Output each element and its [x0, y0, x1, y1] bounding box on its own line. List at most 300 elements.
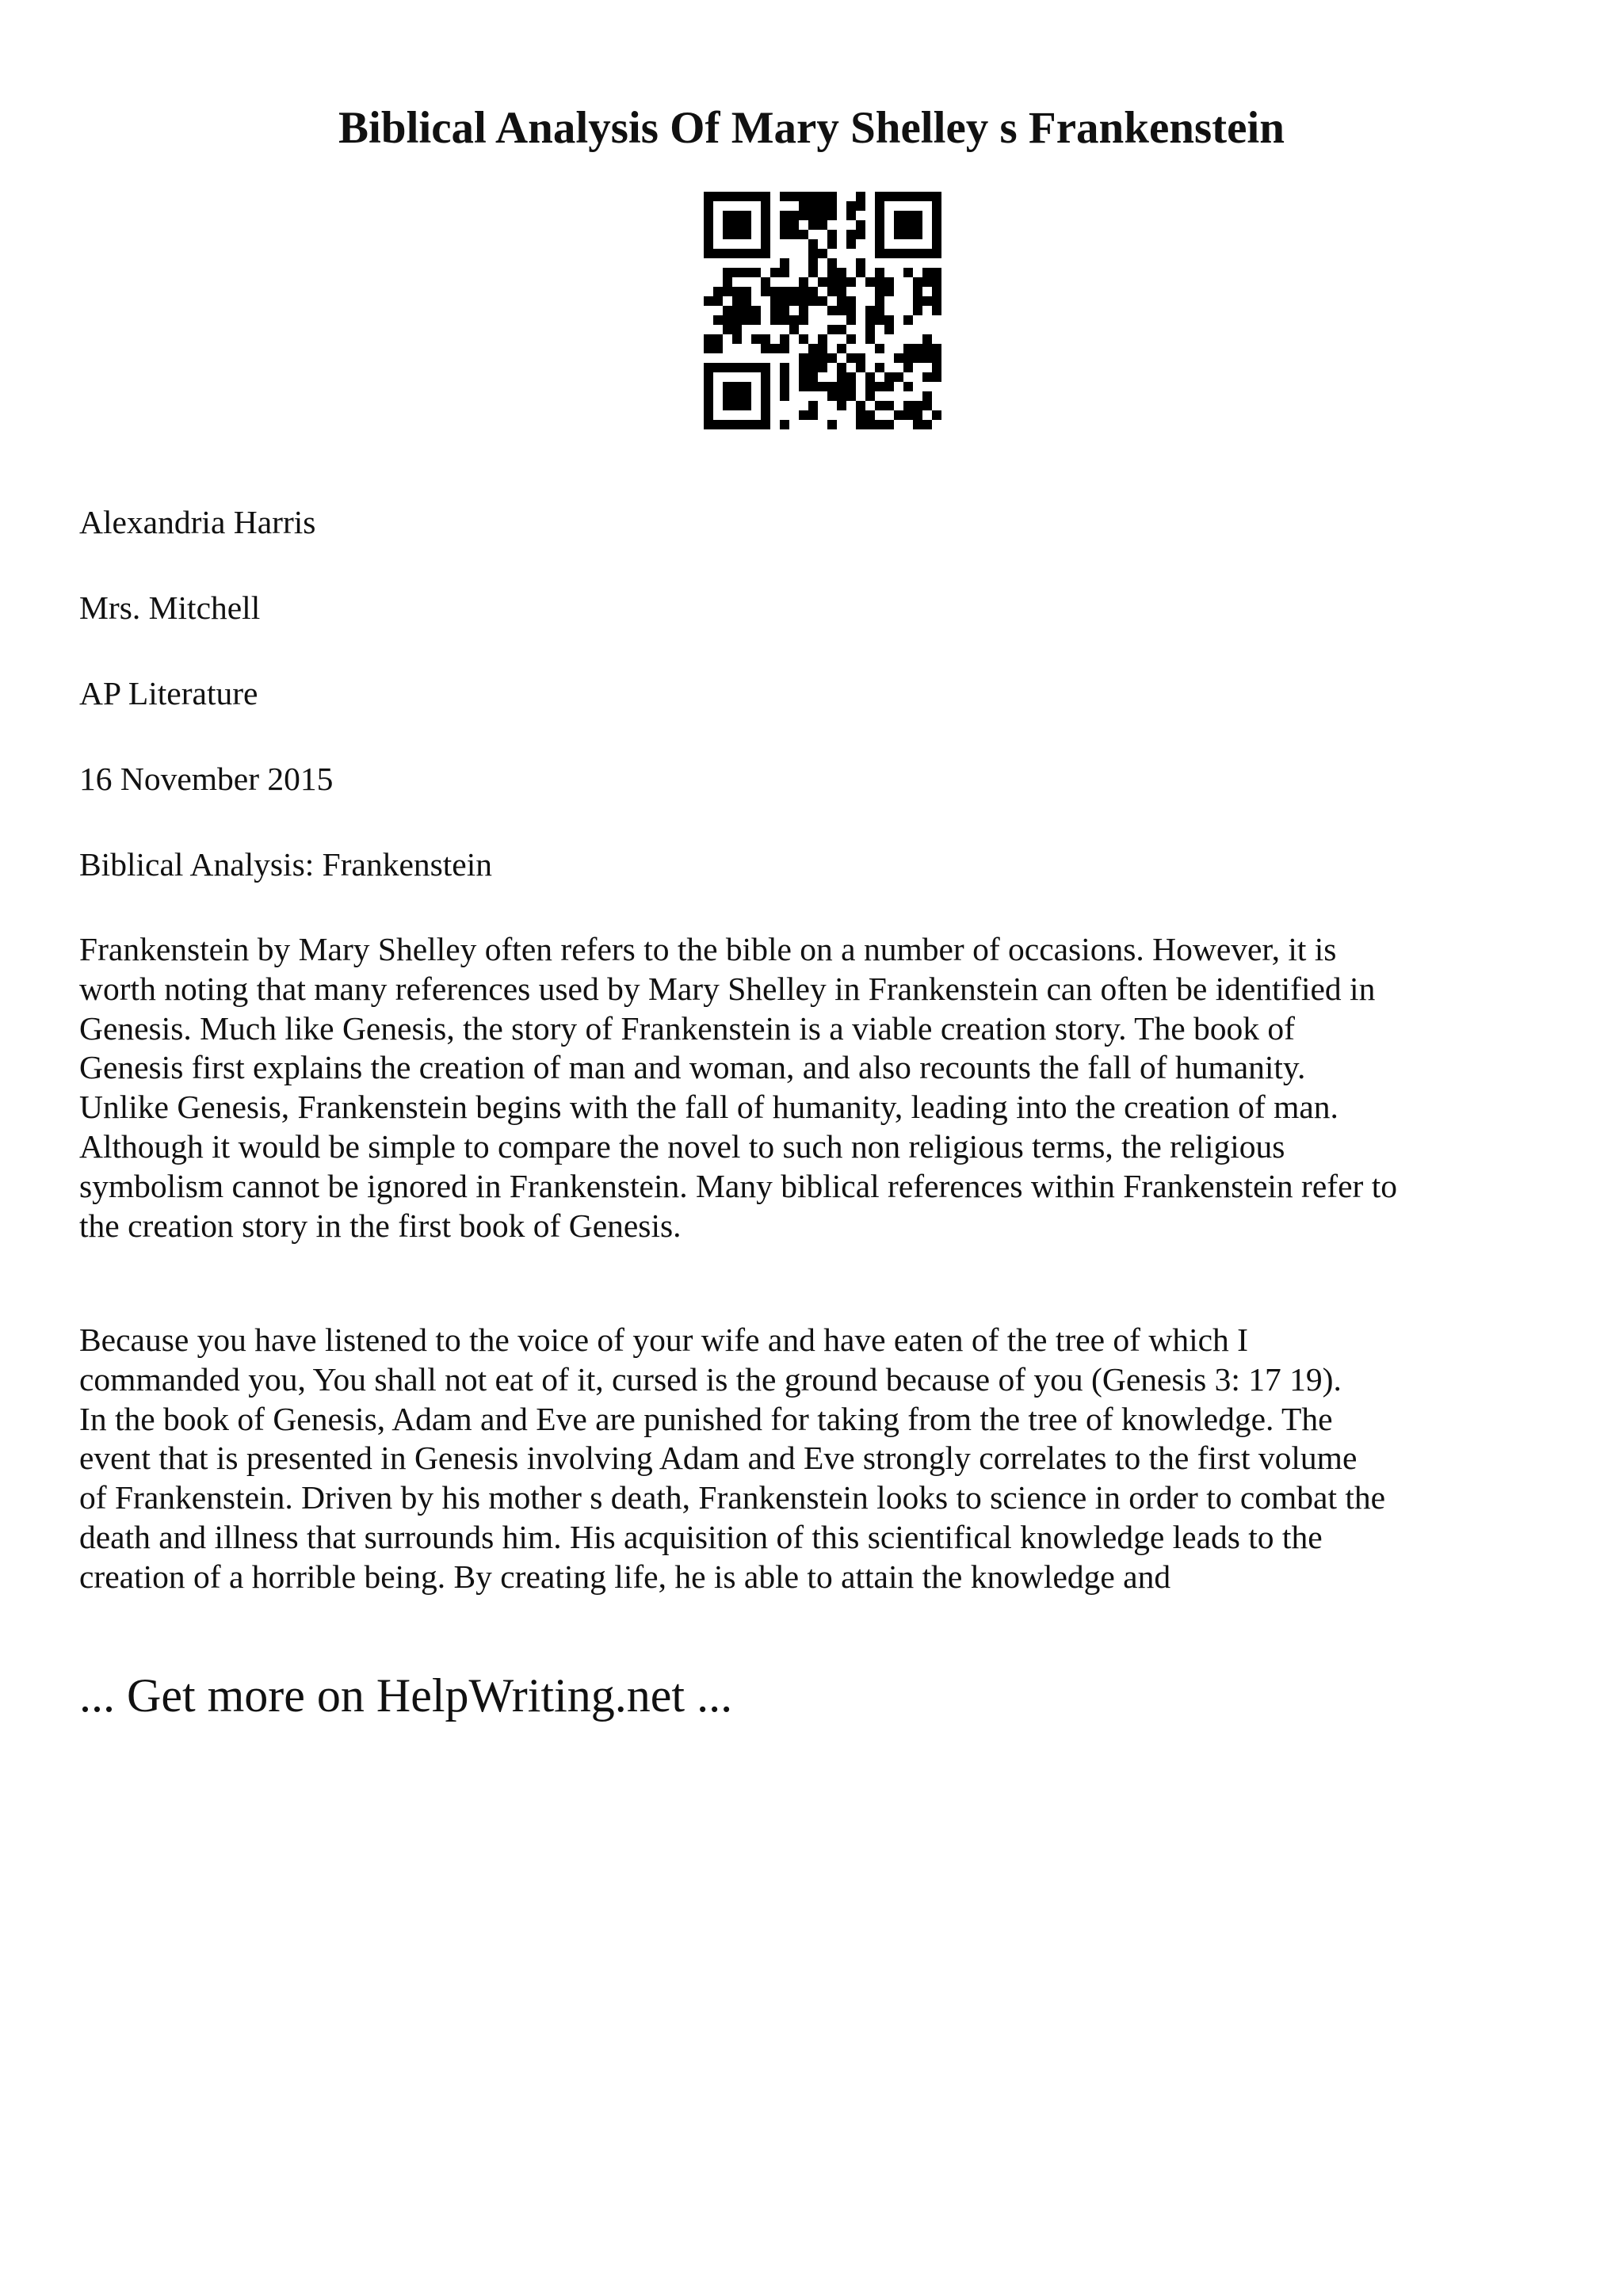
document-date: 16 November 2015 — [79, 761, 334, 797]
qr-module — [723, 391, 732, 401]
qr-module — [875, 306, 884, 315]
qr-module — [875, 401, 884, 410]
qr-module — [837, 372, 846, 382]
qr-module — [884, 287, 894, 296]
qr-module — [865, 277, 875, 287]
qr-module — [761, 420, 770, 429]
qr-module — [818, 334, 827, 344]
qr-module — [913, 192, 922, 201]
qr-module — [761, 249, 770, 258]
qr-module — [723, 268, 732, 277]
essay-heading: Biblical Analysis: Frankenstein — [79, 846, 492, 883]
qr-module — [789, 287, 799, 296]
qr-module — [903, 315, 913, 325]
qr-module — [932, 220, 941, 230]
qr-module — [761, 391, 770, 401]
qr-module — [780, 420, 789, 429]
qr-module — [903, 401, 913, 410]
qr-module — [837, 401, 846, 410]
qr-module — [704, 363, 713, 372]
qr-module — [799, 296, 808, 306]
qr-module — [922, 420, 932, 429]
paragraph-line: Frankenstein by Mary Shelley often refers to the bible on a number of occasions. However, it is — [79, 931, 1337, 967]
qr-module — [732, 211, 742, 220]
qr-module — [732, 306, 742, 315]
qr-module — [875, 201, 884, 211]
qr-module — [818, 363, 827, 372]
qr-module — [751, 334, 761, 344]
qr-module — [723, 277, 732, 287]
qr-module — [827, 239, 837, 249]
qr-module — [827, 192, 837, 201]
qr-module — [761, 334, 770, 344]
qr-module — [723, 287, 732, 296]
qr-module — [903, 220, 913, 230]
qr-module — [875, 287, 884, 296]
qr-module — [799, 287, 808, 296]
qr-module — [922, 372, 932, 382]
qr-module — [761, 410, 770, 420]
qr-module — [846, 277, 856, 287]
qr-module — [808, 220, 818, 230]
qr-module — [704, 391, 713, 401]
qr-module — [913, 287, 922, 296]
qr-module — [808, 363, 818, 372]
qr-module — [875, 220, 884, 230]
qr-module — [856, 258, 865, 268]
qr-module — [913, 420, 922, 429]
qr-module — [932, 192, 941, 201]
qr-module — [818, 296, 827, 306]
body-paragraph-2 — [79, 1321, 1569, 1597]
qr-module — [732, 249, 742, 258]
paragraph-line: worth noting that many references used by Mary Shelley in Frankenstein can often be identified in — [79, 970, 1376, 1007]
qr-module — [884, 420, 894, 429]
qr-module — [846, 334, 856, 344]
qr-module — [770, 315, 780, 325]
qr-module — [751, 249, 761, 258]
qr-module — [884, 325, 894, 334]
qr-module — [922, 344, 932, 353]
paragraph-line: Unlike Genesis, Frankenstein begins with the fall of humanity, leading into the creation of man. — [79, 1089, 1338, 1126]
qr-module — [780, 382, 789, 391]
paragraph-line: commanded you, You shall not eat of it, cursed is the ground because of you (Genesis 3: 17 19). — [79, 1360, 1342, 1398]
qr-module — [780, 344, 789, 353]
qr-module — [789, 296, 799, 306]
qr-module — [723, 306, 732, 315]
qr-module — [827, 201, 837, 211]
qr-module — [723, 363, 732, 372]
qr-module — [846, 239, 856, 249]
qr-module — [723, 249, 732, 258]
qr-module — [808, 258, 818, 268]
qr-module — [865, 372, 875, 382]
qr-module — [789, 220, 799, 230]
qr-module — [799, 277, 808, 287]
qr-module — [799, 201, 808, 211]
qr-module — [742, 306, 751, 315]
qr-module — [856, 353, 865, 363]
qr-module — [894, 249, 903, 258]
qr-module — [799, 230, 808, 239]
qr-module — [789, 192, 799, 201]
qr-module — [732, 391, 742, 401]
qr-module — [846, 382, 856, 391]
qr-module — [922, 268, 932, 277]
qr-module — [846, 201, 856, 211]
qr-module — [837, 306, 846, 315]
qr-module — [808, 296, 818, 306]
qr-module — [761, 211, 770, 220]
qr-module — [789, 211, 799, 220]
qr-module — [913, 211, 922, 220]
qr-module — [932, 296, 941, 306]
qr-module — [875, 268, 884, 277]
qr-module — [827, 306, 837, 315]
qr-module — [704, 401, 713, 410]
qr-module — [723, 230, 732, 239]
qr-module — [723, 401, 732, 410]
qr-module — [827, 353, 837, 363]
qr-module — [780, 306, 789, 315]
qr-module — [875, 277, 884, 287]
qr-module — [808, 401, 818, 410]
qr-module — [742, 391, 751, 401]
qr-module — [742, 420, 751, 429]
qr-module — [865, 420, 875, 429]
qr-module — [827, 268, 837, 277]
qr-module — [865, 334, 875, 344]
qr-module — [922, 391, 932, 401]
qr-module — [865, 315, 875, 325]
qr-module — [808, 287, 818, 296]
qr-module — [713, 296, 723, 306]
qr-module — [932, 249, 941, 258]
qr-module — [903, 230, 913, 239]
author-name: Alexandria Harris — [79, 504, 316, 540]
qr-module — [922, 277, 932, 287]
qr-module — [713, 363, 723, 372]
qr-module — [808, 239, 818, 249]
qr-module — [827, 287, 837, 296]
qr-module — [742, 363, 751, 372]
qr-module — [732, 220, 742, 230]
qr-module — [808, 249, 818, 258]
qr-module — [732, 268, 742, 277]
qr-module — [704, 211, 713, 220]
qr-module — [932, 211, 941, 220]
qr-module — [922, 401, 932, 410]
qr-module — [799, 211, 808, 220]
qr-module — [780, 287, 789, 296]
qr-module — [780, 296, 789, 306]
qr-module — [856, 230, 865, 239]
qr-module — [846, 296, 856, 306]
paragraph-line: Because you have listened to the voice of your wife and have eaten of the tree of which I — [79, 1322, 1248, 1358]
qr-module — [761, 382, 770, 391]
qr-module — [818, 220, 827, 230]
paragraph-line: Although it would be simple to compare the novel to such non religious terms, the religious — [79, 1127, 1285, 1165]
paragraph-line: In the book of Genesis, Adam and Eve are punished for taking from the tree of knowledge. The — [79, 1400, 1333, 1437]
qr-module — [846, 391, 856, 401]
qr-module — [732, 334, 742, 344]
qr-module — [856, 401, 865, 410]
qr-module — [894, 410, 903, 420]
qr-module — [808, 372, 818, 382]
qr-module — [932, 287, 941, 296]
qr-module — [799, 382, 808, 391]
qr-module — [875, 344, 884, 353]
qr-module — [732, 401, 742, 410]
qr-module — [761, 372, 770, 382]
qr-module — [884, 192, 894, 201]
qr-module — [818, 382, 827, 391]
qr-module — [903, 410, 913, 420]
qr-module — [913, 277, 922, 287]
qr-module — [932, 344, 941, 353]
qr-module — [903, 353, 913, 363]
qr-module — [713, 315, 723, 325]
qr-module — [846, 230, 856, 239]
qr-module — [884, 315, 894, 325]
qr-module — [818, 353, 827, 363]
qr-module — [732, 192, 742, 201]
qr-module — [865, 382, 875, 391]
qr-module — [903, 344, 913, 353]
qr-module — [894, 372, 903, 382]
qr-module — [903, 268, 913, 277]
qr-module — [932, 363, 941, 372]
qr-module — [761, 239, 770, 249]
qr-module — [770, 306, 780, 315]
qr-module — [780, 363, 789, 372]
qr-module — [922, 249, 932, 258]
qr-module — [922, 334, 932, 344]
qr-module — [827, 211, 837, 220]
qr-module — [856, 410, 865, 420]
qr-module — [761, 192, 770, 201]
qr-module — [799, 306, 808, 315]
qr-module — [732, 296, 742, 306]
qr-module — [846, 353, 856, 363]
body-paragraph-1 — [79, 930, 1569, 1245]
qr-module — [742, 296, 751, 306]
qr-module — [894, 230, 903, 239]
qr-module — [780, 372, 789, 382]
qr-module — [789, 230, 799, 239]
qr-module — [903, 211, 913, 220]
paragraph-line: symbolism cannot be ignored in Frankenstein. Many biblical references within Frankenstein refer to — [79, 1167, 1397, 1204]
qr-module — [932, 372, 941, 382]
qr-module — [742, 401, 751, 410]
qr-module — [713, 344, 723, 353]
qr-module — [913, 401, 922, 410]
qr-module — [780, 220, 789, 230]
qr-module — [723, 325, 732, 334]
qr-module — [865, 306, 875, 315]
qr-module — [799, 192, 808, 201]
qr-module — [761, 287, 770, 296]
qr-module — [865, 325, 875, 334]
qr-module — [742, 268, 751, 277]
qr-module — [913, 410, 922, 420]
qr-module — [875, 230, 884, 239]
qr-module — [818, 344, 827, 353]
qr-module — [827, 230, 837, 239]
paragraph-line: event that is presented in Genesis involving Adam and Eve strongly correlates to the first volume — [79, 1440, 1358, 1477]
qr-module — [913, 296, 922, 306]
qr-module — [903, 363, 913, 372]
qr-module — [770, 296, 780, 306]
paragraph-line: Genesis first explains the creation of man and woman, and also recounts the fall of humanity. — [79, 1049, 1306, 1086]
qr-module — [856, 220, 865, 230]
qr-module — [751, 315, 761, 325]
qr-module — [884, 249, 894, 258]
qr-module — [827, 325, 837, 334]
qr-module — [856, 192, 865, 201]
qr-module — [846, 306, 856, 315]
qr-module — [846, 372, 856, 382]
qr-module — [723, 192, 732, 201]
qr-module — [827, 420, 837, 429]
qr-module — [837, 277, 846, 287]
qr-module — [770, 287, 780, 296]
qr-module — [704, 296, 713, 306]
qr-module — [780, 315, 789, 325]
qr-module — [913, 353, 922, 363]
qr-module — [751, 363, 761, 372]
qr-module — [723, 211, 732, 220]
qr-module — [799, 315, 808, 325]
qr-module — [818, 249, 827, 258]
qr-module — [751, 192, 761, 201]
qr-module — [875, 315, 884, 325]
qr-module — [827, 258, 837, 268]
qr-module — [913, 306, 922, 315]
qr-module — [903, 249, 913, 258]
qr-code-icon — [704, 192, 941, 429]
qr-module — [780, 391, 789, 401]
qr-module — [761, 220, 770, 230]
qr-module — [742, 249, 751, 258]
qr-module — [837, 344, 846, 353]
qr-module — [742, 220, 751, 230]
qr-module — [761, 230, 770, 239]
qr-module — [799, 363, 808, 372]
qr-module — [932, 239, 941, 249]
qr-module — [894, 211, 903, 220]
qr-module — [875, 363, 884, 372]
qr-module — [799, 353, 808, 363]
paragraph-line: the creation story in the first book of Genesis. — [79, 1207, 682, 1244]
qr-module — [932, 277, 941, 287]
qr-module — [742, 382, 751, 391]
qr-module — [732, 382, 742, 391]
qr-module — [704, 410, 713, 420]
qr-module — [704, 382, 713, 391]
qr-module — [818, 211, 827, 220]
qr-module — [894, 353, 903, 363]
qr-module — [837, 382, 846, 391]
qr-module — [808, 353, 818, 363]
qr-module — [827, 391, 837, 401]
qr-module — [713, 420, 723, 429]
qr-module — [732, 325, 742, 334]
qr-module — [875, 382, 884, 391]
qr-module — [827, 382, 837, 391]
qr-module — [837, 391, 846, 401]
qr-module — [903, 192, 913, 201]
qr-module — [723, 382, 732, 391]
qr-module — [770, 268, 780, 277]
qr-module — [713, 334, 723, 344]
qr-module — [913, 249, 922, 258]
qr-module — [932, 410, 941, 420]
qr-module — [808, 268, 818, 277]
paragraph-line: creation of a horrible being. By creating life, he is able to attain the knowledge and — [79, 1558, 1171, 1595]
qr-module — [808, 211, 818, 220]
qr-module — [713, 249, 723, 258]
qr-module — [732, 420, 742, 429]
course-name: AP Literature — [79, 675, 258, 711]
teacher-name: Mrs. Mitchell — [79, 589, 261, 626]
qr-module — [742, 287, 751, 296]
qr-module — [884, 372, 894, 382]
qr-module — [884, 401, 894, 410]
paragraph-line: Genesis. Much like Genesis, the story of Frankenstein is a viable creation story. The book of — [79, 1009, 1296, 1047]
qr-module — [913, 344, 922, 353]
qr-module — [780, 268, 789, 277]
paragraph-line: death and illness that surrounds him. His acquisition of this scientifical knowledge leads to the — [79, 1518, 1323, 1555]
qr-module — [799, 334, 808, 344]
qr-module — [751, 268, 761, 277]
qr-module — [799, 410, 808, 420]
qr-module — [808, 382, 818, 391]
qr-module — [723, 220, 732, 230]
qr-module — [761, 277, 770, 287]
qr-module — [922, 192, 932, 201]
qr-module — [856, 201, 865, 211]
get-more-link[interactable]: ... Get more on HelpWriting.net ... — [79, 1669, 733, 1722]
qr-module — [732, 287, 742, 296]
qr-module — [732, 315, 742, 325]
qr-module — [884, 382, 894, 391]
qr-module — [903, 382, 913, 391]
qr-module — [704, 192, 713, 201]
qr-module — [704, 201, 713, 211]
qr-module — [808, 344, 818, 353]
qr-module — [808, 410, 818, 420]
qr-module — [704, 249, 713, 258]
qr-module — [713, 192, 723, 201]
qr-module — [932, 268, 941, 277]
qr-module — [742, 230, 751, 239]
qr-module — [789, 315, 799, 325]
qr-module — [856, 363, 865, 372]
paragraph-line: of Frankenstein. Driven by his mother s death, Frankenstein looks to science in order to combat the — [79, 1479, 1386, 1516]
qr-module — [818, 277, 827, 287]
qr-module — [704, 344, 713, 353]
qr-module — [865, 391, 875, 401]
qr-module — [799, 372, 808, 382]
qr-module — [818, 201, 827, 211]
qr-module — [723, 315, 732, 325]
qr-module — [922, 296, 932, 306]
qr-module — [761, 201, 770, 211]
qr-module — [818, 192, 827, 201]
qr-module — [846, 211, 856, 220]
qr-module — [780, 211, 789, 220]
